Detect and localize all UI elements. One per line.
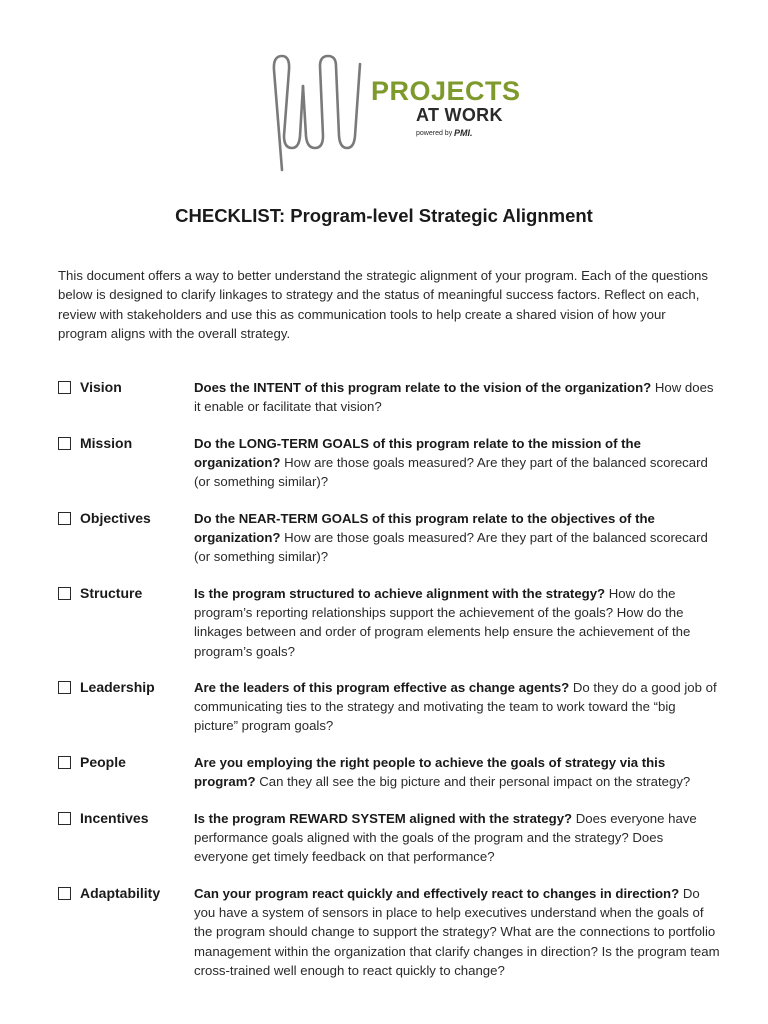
item-label: Leadership: [80, 679, 155, 695]
item-question: Do the LONG-TERM GOALS of this program relate to the mission of the organization?: [194, 436, 641, 471]
checkbox[interactable]: [58, 887, 71, 900]
checkbox[interactable]: [58, 756, 71, 769]
item-description: [194, 509, 720, 567]
logo-at-work-text: AT WORK: [416, 105, 503, 125]
item-label: Vision: [80, 379, 122, 395]
item-detail: How are those goals measured? Are they part of the balanced scorecard (or something similar)?: [194, 455, 708, 490]
item-description: [194, 884, 720, 980]
item-detail: Can they all see the big picture and their personal impact on the strategy?: [259, 774, 691, 790]
item-question: Can your program react quickly and effectively react to changes in direction?: [194, 886, 680, 901]
item-question: Does the INTENT of this program relate to the vision of the organization?: [194, 380, 652, 395]
page-title: CHECKLIST: Program-level Strategic Alignment: [175, 205, 593, 226]
checkbox[interactable]: [58, 812, 71, 825]
pmi-logo: PMI.: [454, 128, 473, 138]
item-label: Adaptability: [80, 885, 161, 901]
checkbox[interactable]: [58, 587, 71, 600]
item-detail: How do the program’s reporting relationships support the achievement of the goals? How do the linkages between and order of program elements help ensure the achievement of the program’s goals?: [194, 586, 691, 659]
item-question: Are the leaders of this program effective as change agents?: [194, 680, 570, 695]
item-description: [194, 434, 720, 492]
checkbox[interactable]: [58, 381, 71, 394]
logo-projects-text: PROJECTS: [371, 76, 521, 106]
item-label: Objectives: [80, 510, 151, 526]
paperclip-pw-icon: [266, 52, 366, 176]
logo-powered-by-text: powered by: [416, 130, 453, 137]
checkbox[interactable]: [58, 512, 71, 525]
item-label: Mission: [80, 435, 133, 451]
item-description: [194, 678, 720, 736]
item-question: Is the program REWARD SYSTEM aligned with the strategy?: [194, 811, 573, 826]
item-label: People: [80, 754, 126, 770]
item-description: [194, 584, 720, 661]
item-question: Are you employing the right people to achieve the goals of strategy via this program?: [194, 755, 666, 790]
item-label: Incentives: [80, 810, 149, 826]
checkbox[interactable]: [58, 681, 71, 694]
item-description: [194, 809, 720, 867]
item-description: [194, 753, 720, 791]
item-detail: How are those goals measured? Are they part of the balanced scorecard (or something similar)?: [194, 530, 708, 565]
item-question: Do the NEAR-TERM GOALS of this program relate to the objectives of the organization?: [194, 511, 655, 546]
projects-at-work-logo: [266, 52, 521, 176]
item-detail: Do they do a good job of communicating ties to the strategy and motivating the team to work toward the “big picture” program goals?: [194, 680, 717, 734]
item-label: Structure: [80, 585, 143, 601]
checkbox[interactable]: [58, 437, 71, 450]
item-detail: Do you have a system of sensors in place to help executives understand when the goals of the program should change to support the strategy? What are the connections to portfolio management within the organization that clarify changes in direction? Is the program team cross-trained well enough to react quickly to change?: [194, 886, 720, 978]
item-detail: Does everyone have performance goals aligned with the goals of the program and the strategy? Does everyone get timely feedback on that performance?: [194, 811, 697, 865]
intro-paragraph: This document offers a way to better understand the strategic alignment of your program. Each of the questions below is designed to clarify linkages to strategy and the status of meaningful success factors. Reflect on each, review with stakeholders and use this as communication tools to help create a shared vision of how your program aligns with the overall strategy.: [58, 268, 708, 341]
item-description: [194, 378, 720, 416]
item-detail: How does it enable or facilitate that vision?: [194, 380, 714, 415]
item-question: Is the program structured to achieve alignment with the strategy?: [194, 586, 606, 601]
